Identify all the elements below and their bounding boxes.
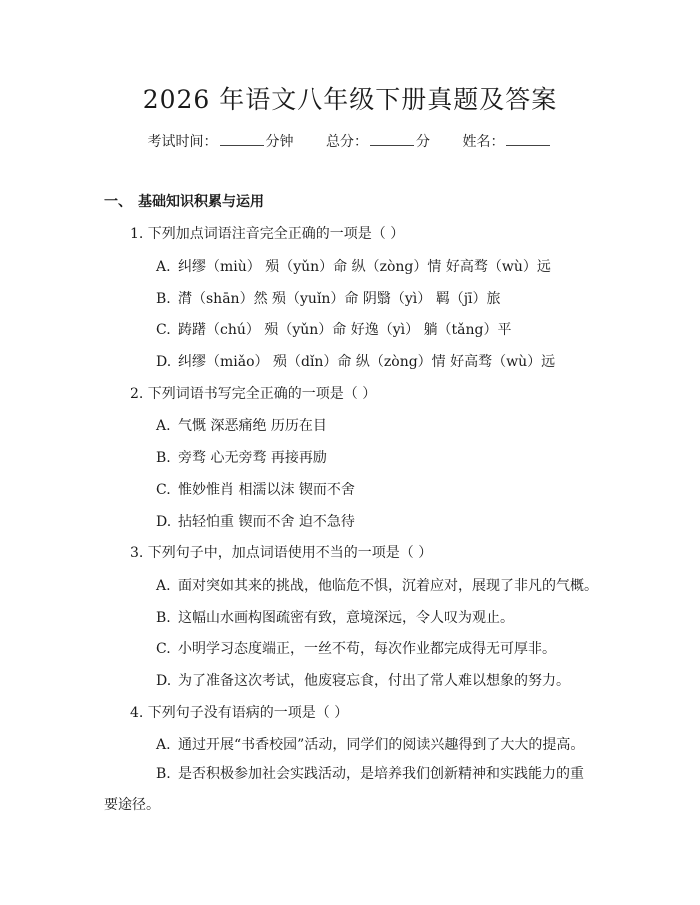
option: [156, 511, 355, 531]
option-text: 拈轻怕重 锲而不舍 迫不急待: [178, 514, 355, 530]
option-letter: A.: [156, 259, 171, 275]
option-letter: B.: [156, 291, 171, 307]
option: [156, 479, 355, 499]
option-text: 小明学习态度端正，一丝不苟，每次作业都完成得无可厚非。: [178, 641, 556, 657]
option: [156, 415, 327, 435]
option-letter: B.: [156, 766, 171, 782]
exam-time-unit: 分钟: [265, 134, 294, 150]
total-score-blank: [370, 133, 414, 146]
option: [156, 734, 584, 754]
total-score-label: 总分：: [326, 134, 368, 150]
option: [156, 288, 501, 308]
option: [156, 256, 551, 276]
option-text: 纠缪（miǎo） 殒（dǐn）命 纵（zòng）情 好高骛（wù）远: [178, 354, 556, 370]
name-label: 姓名：: [462, 134, 505, 150]
option: [156, 638, 556, 658]
option-letter: A.: [156, 737, 171, 753]
question-stem: 4. 下列句子没有语病的一项是（ ）: [130, 705, 349, 721]
question-stem: 3. 下列句子中，加点词语使用不当的一项是（ ）: [130, 545, 433, 561]
option: [156, 607, 514, 627]
exam-time-field: [148, 131, 294, 151]
option-letter: B.: [156, 450, 171, 466]
option-text: 惟妙惟肖 相濡以沫 锲而不舍: [178, 482, 355, 498]
option-text: 这幅山水画构图疏密有致，意境深远，令人叹为观止。: [178, 610, 514, 626]
name-blank: [506, 133, 550, 146]
option-letter: C.: [156, 482, 171, 498]
option-letter: A.: [156, 418, 171, 434]
option: [156, 670, 570, 690]
section-title: 基础知识积累与运用: [138, 194, 264, 210]
option-letter: D.: [156, 673, 172, 689]
option-letter: A.: [156, 578, 171, 594]
option-text: 潸（shān）然 殒（yuǐn）命 阴翳（yì） 羁（jī）旅: [178, 291, 501, 307]
option-letter: D.: [156, 514, 172, 530]
option-text: 气慨 深恶痛绝 历历在目: [178, 418, 327, 434]
option: [156, 575, 598, 595]
option-text: 踌躇（chú） 殒（yǔn）命 好逸（yì） 躺（tǎng）平: [178, 322, 512, 338]
option: [156, 319, 512, 339]
option-text: 为了准备这次考试，他废寝忘食，付出了常人难以想象的努力。: [178, 673, 570, 689]
option-text: 面对突如其来的挑战，他临危不惧，沉着应对，展现了非凡的气概。: [178, 578, 598, 594]
option-text: 通过开展“书香校园”活动，同学们的阅读兴趣得到了大大的提高。: [178, 737, 585, 753]
exam-time-blank: [220, 133, 264, 146]
section-heading: [104, 191, 264, 211]
option: [156, 351, 555, 371]
option-text: 纠缪（miù） 殒（yǔn）命 纵（zòng）情 好高骛（wù）远: [178, 259, 551, 275]
option-text: 是否积极参加社会实践活动，是培养我们创新精神和实践能力的重要途径。: [104, 766, 584, 813]
exam-time-label: 考试时间：: [147, 134, 218, 150]
option-letter: C.: [156, 641, 171, 657]
option-letter: C.: [156, 322, 171, 338]
name-field: [462, 131, 552, 151]
total-score-unit: 分: [416, 134, 430, 150]
question-stem: 1. 下列加点词语注音完全正确的一项是（ ）: [130, 226, 405, 242]
option-letter: D.: [156, 354, 172, 370]
page-title: 2026 年语文八年级下册真题及答案: [142, 85, 558, 114]
section-number: 一、: [104, 194, 132, 210]
option-text: 旁骛 心无旁骛 再接再励: [178, 450, 327, 466]
option: [104, 759, 594, 821]
exam-info: [0, 131, 700, 151]
option-letter: B.: [156, 610, 171, 626]
question-stem: 2. 下列词语书写完全正确的一项是（ ）: [130, 386, 377, 402]
option: [156, 447, 327, 467]
total-score-field: [326, 131, 430, 151]
